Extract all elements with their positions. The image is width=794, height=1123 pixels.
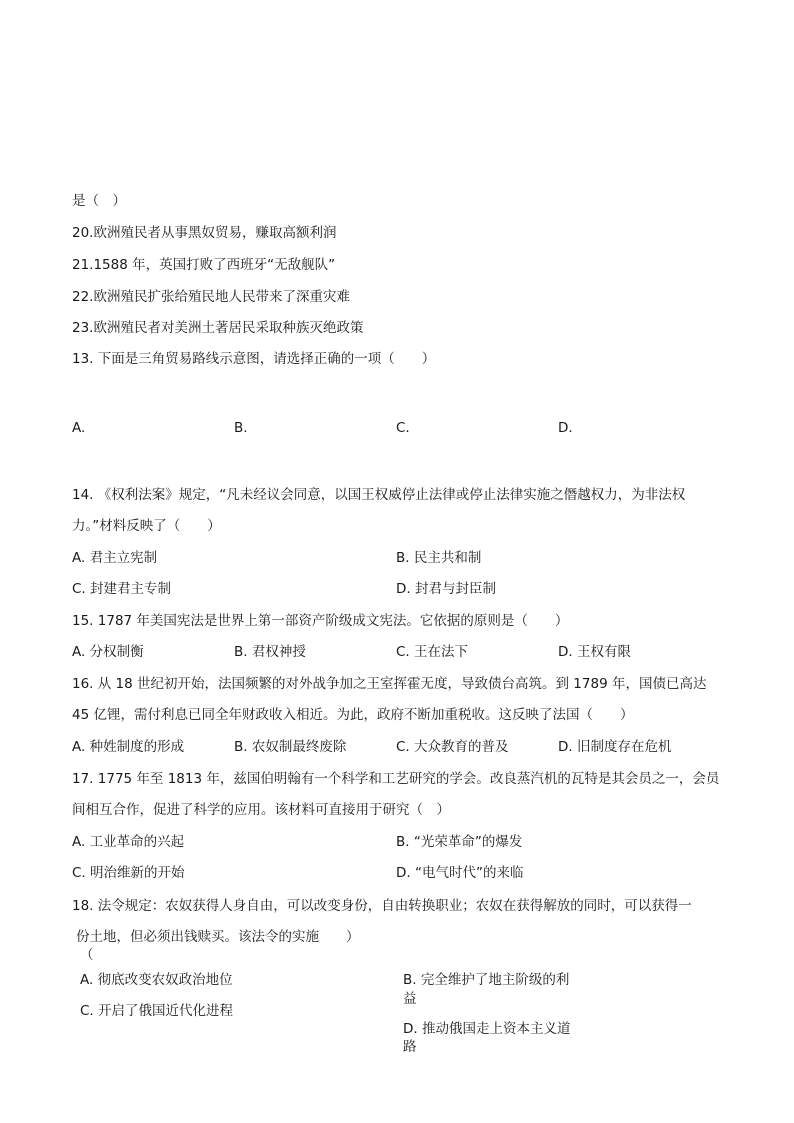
q16-option-d[interactable]: D. 旧制度存在危机 (558, 739, 672, 755)
q16-option-a[interactable]: A. 种姓制度的形成 (72, 739, 185, 755)
question-16-stem: 16. 从 18 世纪初开始，法国频繁的对外战争加之王室挥霍无度，导致债台高筑。到 1789 年，国债已高达 (72, 676, 707, 692)
q15-option-b[interactable]: B. 君权神授 (234, 644, 306, 660)
prev-question-tail: 是（ ） (72, 193, 126, 209)
q17-option-d[interactable]: D. “电气时代”的来临 (396, 865, 524, 881)
q13-option-d[interactable]: D. (558, 420, 573, 436)
question-14-stem-cont: 力。”材料反映了（ ） (72, 518, 221, 534)
question-16-stem-cont: 45 亿锂，需付利息已同全年财政收入相近。为此，政府不断加重税收。这反映了法国（ ） (72, 707, 634, 723)
statement-item: 22.欧洲殖民扩张给殖民地人民带来了深重灾难 (72, 289, 350, 305)
question-17-stem-cont: 间相互合作，促进了科学的应用。该材料可直接用于研究（ ） (72, 802, 450, 818)
q18-option-a[interactable]: A. 彻底改变农奴政治地位 (80, 972, 233, 988)
question-13-stem: 13. 下面是三角贸易路线示意图，请选择正确的一项（ ） (72, 351, 436, 367)
q13-option-a[interactable]: A. (72, 420, 86, 436)
q14-option-b[interactable]: B. 民主共和制 (396, 550, 482, 566)
q18-option-b-cont[interactable]: 益 (403, 991, 417, 1007)
q14-option-d[interactable]: D. 封君与封臣制 (396, 581, 496, 597)
q16-option-b[interactable]: B. 农奴制最终废除 (234, 739, 347, 755)
q15-option-a[interactable]: A. 分权制衡 (72, 644, 144, 660)
question-14-stem: 14. 《权利法案》规定，“凡未经议会同意，以国王权威停止法律或停止法律实施之僭越权力，为非法权 (72, 487, 686, 503)
q15-option-d[interactable]: D. 王权有限 (558, 644, 631, 660)
q18-option-d-cont[interactable]: 路 (403, 1039, 417, 1055)
question-18-stem-cont: 份土地，但必须出钱赎买。该法令的实施 ） (76, 929, 360, 945)
question-18-stem: 18. 法令规定：农奴获得人身自由，可以改变身份，自由转换职业；农奴在获得解放的同时，可以获得一 (72, 898, 692, 914)
question-17-stem: 17. 1775 年至 1813 年，兹国伯明翰有一个科学和工艺研究的学会。改良蒸汽机的瓦特是其会员之一，会员 (72, 771, 720, 787)
q17-option-c[interactable]: C. 明治维新的开始 (72, 865, 185, 881)
q13-option-c[interactable]: C. (396, 420, 410, 436)
question-18-paren: （ (80, 947, 94, 963)
q14-option-c[interactable]: C. 封建君主专制 (72, 581, 172, 597)
q13-option-b[interactable]: B. (234, 420, 248, 436)
q17-option-a[interactable]: A. 工业革命的兴起 (72, 834, 185, 850)
q18-option-c[interactable]: C. 开启了俄国近代化进程 (80, 1003, 234, 1019)
q18-option-d[interactable]: D. 推动俄国走上资本主义道 (403, 1021, 571, 1037)
q14-option-a[interactable]: A. 君主立宪制 (72, 550, 158, 566)
q16-option-c[interactable]: C. 大众教育的普及 (396, 739, 509, 755)
q17-option-b[interactable]: B. “光荣革命”的爆发 (396, 834, 523, 850)
statement-item: 23.欧洲殖民者对美洲土著居民采取种族灭绝政策 (72, 320, 364, 336)
statement-item: 21.1588 年，英国打败了西班牙“无敌舰队” (72, 257, 336, 273)
q18-option-b[interactable]: B. 完全维护了地主阶级的利 (403, 972, 570, 988)
question-15-stem: 15. 1787 年美国宪法是世界上第一部资产阶级成文宪法。它依据的原则是（ ） (72, 613, 569, 629)
q15-option-c[interactable]: C. 王在法下 (396, 644, 469, 660)
statement-item: 20.欧洲殖民者从事黑奴贸易，赚取高额利润 (72, 225, 337, 241)
